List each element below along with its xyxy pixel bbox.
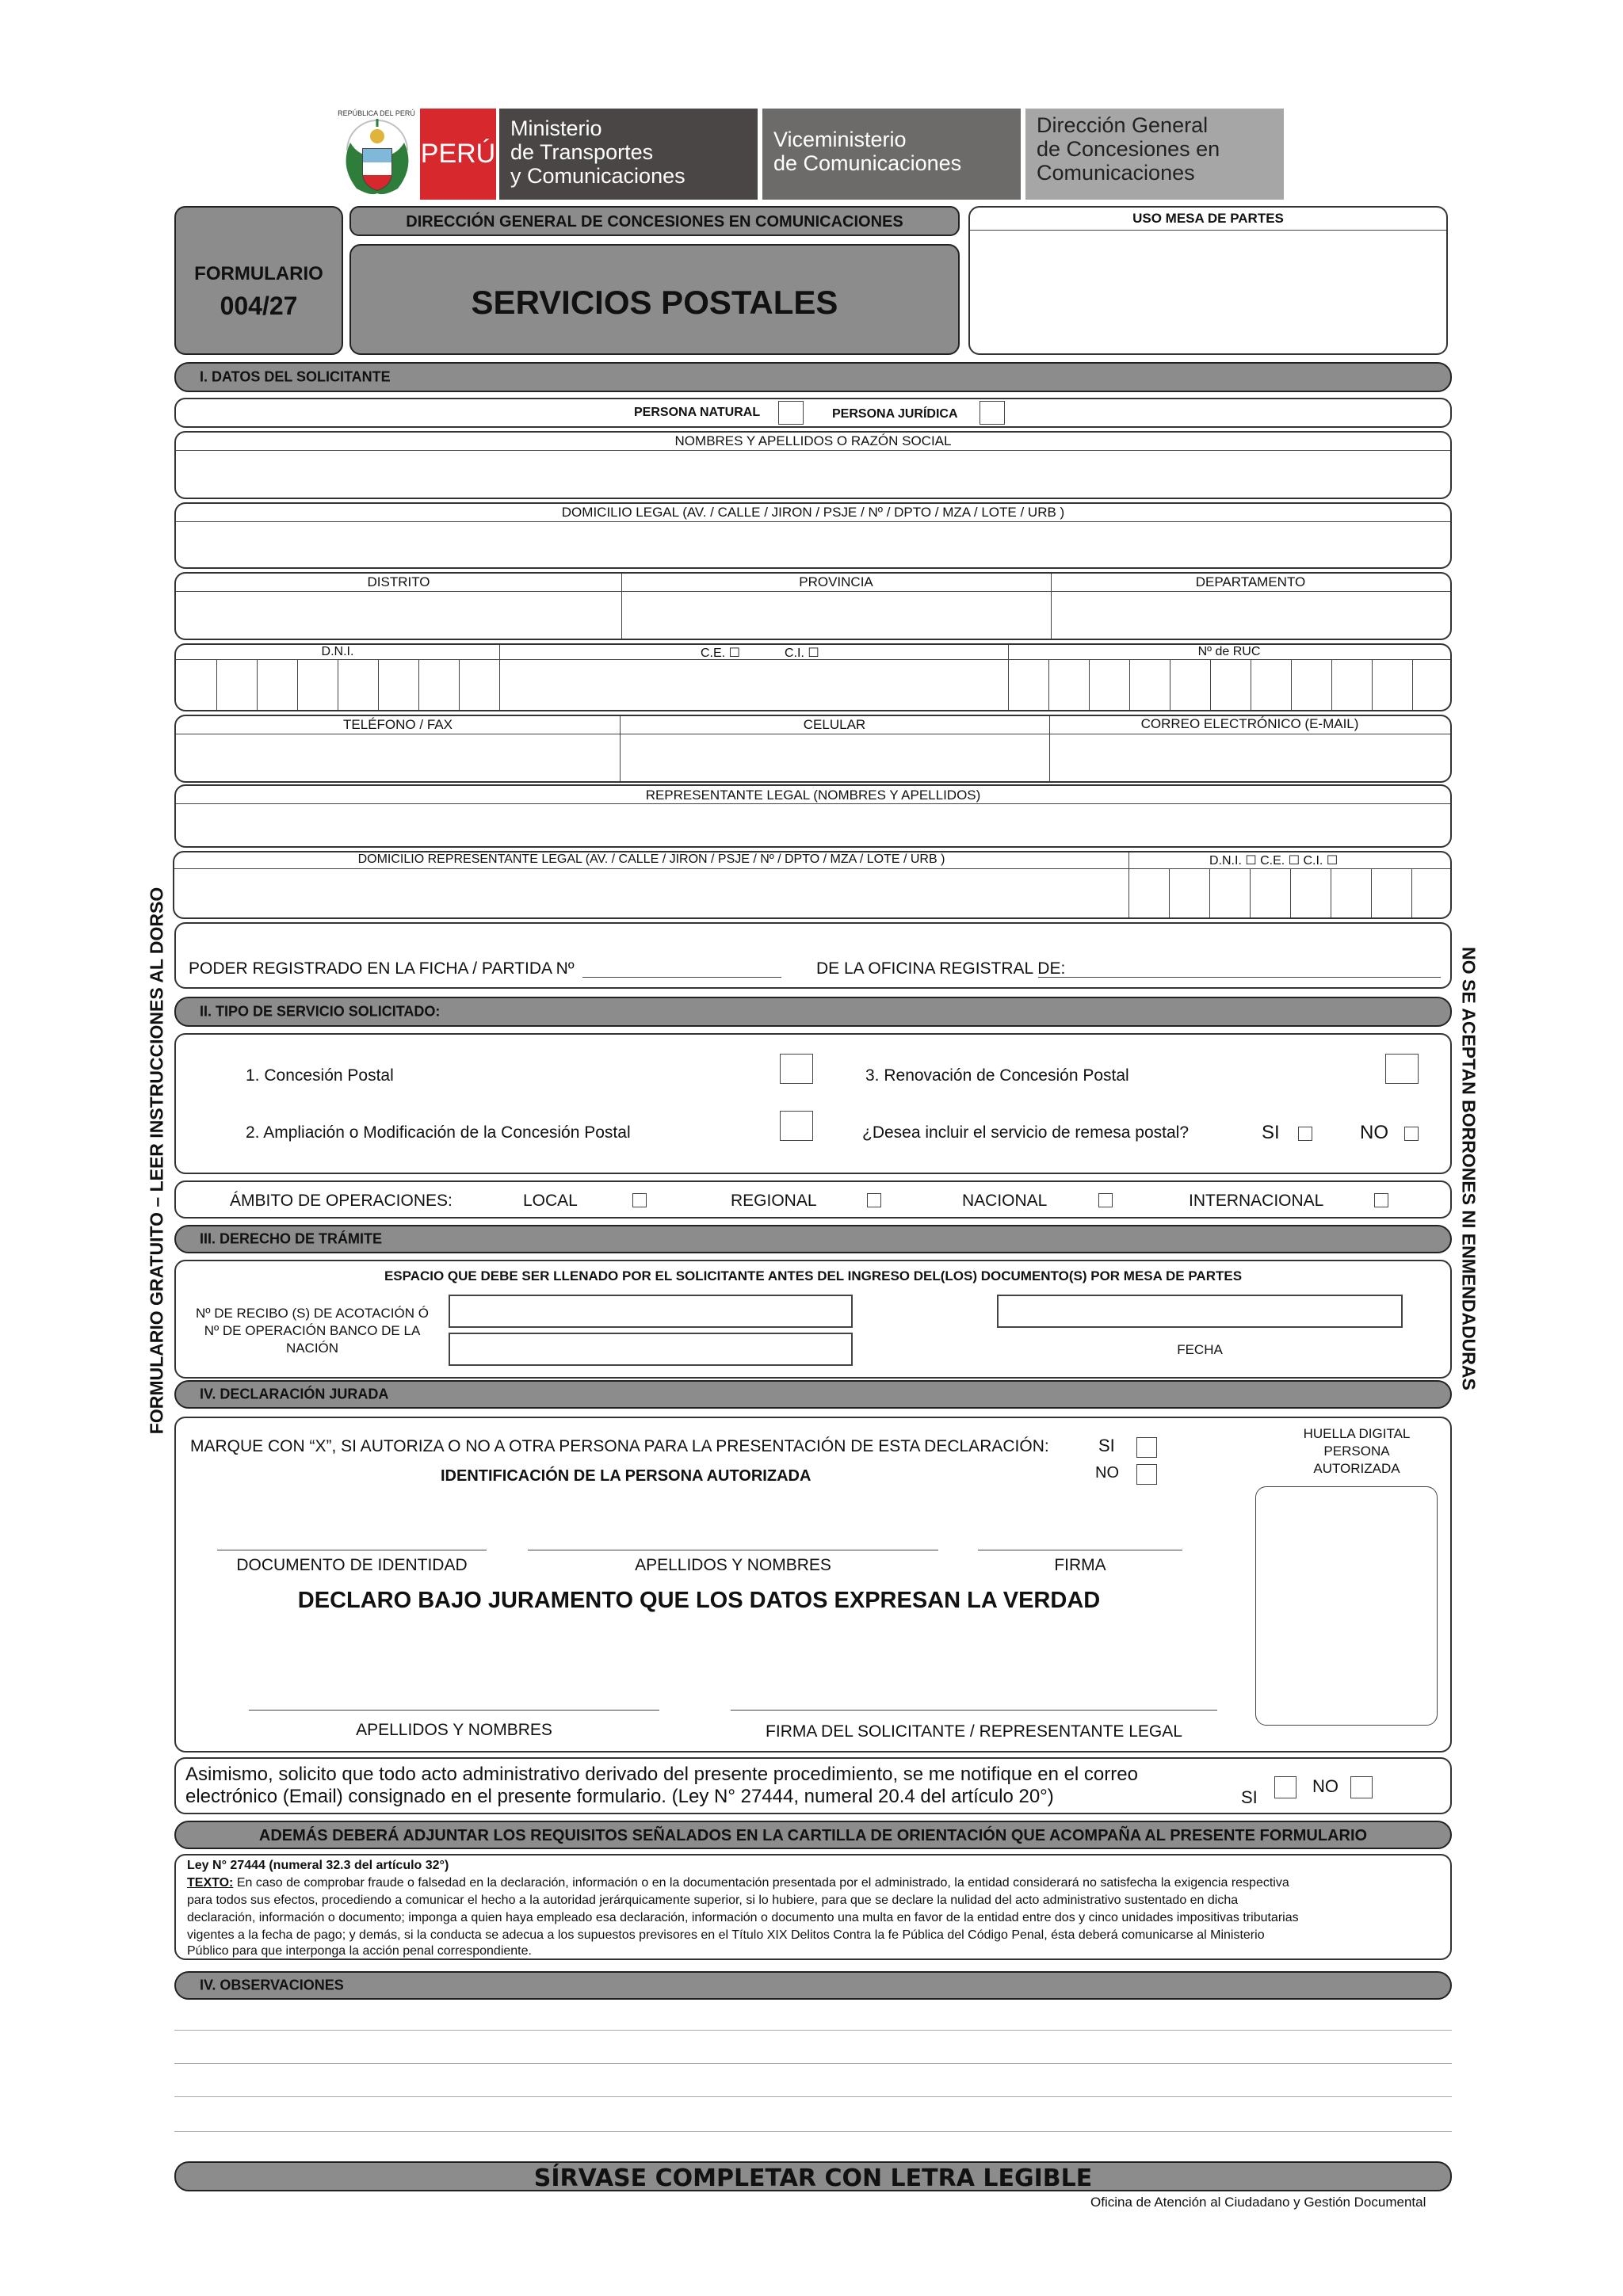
side-note-right: NO SE ACEPTAN BORRONES NI ENMENDADURAS [1458, 947, 1480, 1390]
identificacion-label: IDENTIFICACIÓN DE LA PERSONA AUTORIZADA [441, 1467, 812, 1485]
office-label: DIRECCIÓN GENERAL DE CONCESIONES EN COMUNICACIONES [406, 213, 903, 231]
nacional-checkbox[interactable] [1098, 1193, 1113, 1207]
autoriza-no-label: NO [1095, 1464, 1119, 1482]
celular-label: CELULAR [803, 717, 866, 732]
seal-caption: REPÚBLICA DEL PERÚ [338, 109, 415, 117]
distrito-label: DISTRITO [367, 574, 430, 589]
section-3-bar [174, 1225, 1452, 1253]
peru-badge [420, 109, 496, 200]
peru-badge-label: PERÚ [420, 139, 496, 169]
poder-row [174, 922, 1452, 989]
office-bar [349, 206, 960, 236]
remesa-si-label: SI [1262, 1122, 1280, 1143]
recibo-label-1: Nº DE RECIBO (S) DE ACOTACIÓN Ó [196, 1306, 429, 1321]
persona-natural-checkbox[interactable] [778, 401, 804, 425]
observaciones-bar [174, 1971, 1452, 2000]
provincia-label: PROVINCIA [799, 574, 873, 589]
ci-label: C.I. ☐ [785, 646, 819, 660]
nombres-field[interactable] [174, 431, 1452, 499]
opt1-label: 1. Concesión Postal [246, 1066, 394, 1085]
ley-title: Ley N° 27444 (numeral 32.3 del artículo 32°) [187, 1859, 449, 1872]
fecha-label: FECHA [1177, 1342, 1223, 1357]
departamento-label: DEPARTAMENTO [1195, 574, 1306, 589]
observaciones-line-1[interactable] [174, 2030, 1452, 2031]
apellidos-label: APELLIDOS Y NOMBRES [635, 1556, 831, 1574]
opt2-label: 2. Ampliación o Modificación de la Concesión Postal [246, 1123, 631, 1142]
footer-oficina: Oficina de Atención al Ciudadano y Gestión Documental [1090, 2195, 1426, 2210]
opt3-label: 3. Renovación de Concesión Postal [865, 1066, 1129, 1085]
poder-partida-line[interactable] [582, 977, 812, 978]
correo-label: CORREO ELECTRÓNICO (E-MAIL) [1140, 716, 1359, 731]
documentos-row [174, 643, 1452, 711]
footer-banner-label: SÍRVASE COMPLETAR CON LETRA LEGIBLE [533, 2164, 1093, 2192]
section-2-bar [174, 997, 1452, 1027]
direccion-block [1025, 109, 1284, 200]
direccion-line-1: Dirección General [1037, 113, 1209, 137]
firma-sol-line[interactable] [731, 1710, 1217, 1711]
recibo-input-2[interactable] [449, 1333, 853, 1366]
dni-input[interactable] [176, 661, 498, 710]
section-1-title: I. DATOS DEL SOLICITANTE [200, 368, 391, 385]
formulario-number: 004/27 [220, 292, 298, 320]
declaracion-box [174, 1417, 1452, 1753]
section-3-title: III. DERECHO DE TRÁMITE [200, 1230, 383, 1247]
form-title: SERVICIOS POSTALES [471, 284, 838, 321]
servicio-box [174, 1033, 1452, 1174]
marque-label: MARQUE CON “X”, SI AUTORIZA O NO A OTRA PERSONA PARA LA PRESENTACIÓN DE ESTA DECLARACIÓN: [190, 1437, 1049, 1455]
ce-ci-input[interactable] [501, 661, 1006, 710]
notif-no-label: NO [1312, 1776, 1338, 1796]
telefono-label: TELÉFONO / FAX [343, 717, 453, 732]
autoriza-no-checkbox[interactable] [1136, 1464, 1157, 1485]
persona-juridica-label: PERSONA JURÍDICA [832, 407, 958, 421]
declaro-statement: DECLARO BAJO JURAMENTO QUE LOS DATOS EXPRESAN LA VERDAD [297, 1588, 1101, 1613]
nacional-label: NACIONAL [962, 1192, 1048, 1210]
ley-line-5: Público para que interponga la acción penal correspondiente. [187, 1944, 532, 1958]
huella-label-2: PERSONA [1323, 1444, 1390, 1459]
huella-label-1: HUELLA DIGITAL [1303, 1426, 1411, 1441]
dni-rep-input[interactable] [1130, 870, 1450, 917]
title-box [349, 244, 960, 355]
observaciones-line-2[interactable] [174, 2063, 1452, 2064]
departamento-input[interactable] [1052, 593, 1449, 639]
contacto-row [174, 715, 1452, 783]
representante-field[interactable] [174, 784, 1452, 848]
ley-line-4: vigentes a la fecha de pago; y demás, si la conducta se adecua a los supuestos previsores en el Título XIX Delitos Contra la fe Pública del Código Penal, ésta deberá comunicarse al Ministerio [187, 1928, 1265, 1942]
vice-line-1: Viceministerio [773, 128, 907, 151]
domicilio-field[interactable] [174, 502, 1452, 569]
observaciones-title: IV. OBSERVACIONES [200, 1977, 344, 1993]
firma-sol-label: FIRMA DEL SOLICITANTE / REPRESENTANTE LEGAL [766, 1722, 1182, 1741]
distrito-input[interactable] [176, 593, 620, 639]
observaciones-line-3[interactable] [174, 2096, 1452, 2097]
apellidos2-label: APELLIDOS Y NOMBRES [356, 1721, 552, 1739]
section-1-bar [174, 362, 1452, 392]
dni-label: D.N.I. [321, 645, 354, 658]
persona-juridica-checkbox[interactable] [980, 401, 1005, 425]
ley-line-1-text: En caso de comprobar fraude o falsedad en la declaración, información o en la documentación presentada por el administrado, la entidad considerará no satisfecha la exigencia respectiva [233, 1876, 1289, 1890]
viceministry-block [762, 109, 1021, 200]
ministry-block [499, 109, 758, 200]
ley-texto-label: TEXTO: [187, 1876, 234, 1890]
ministry-line-3: y Comunicaciones [510, 164, 685, 188]
nombres-label: NOMBRES Y APELLIDOS O RAZÓN SOCIAL [674, 433, 952, 448]
regional-label: REGIONAL [731, 1192, 817, 1210]
notif-no-checkbox[interactable] [1350, 1776, 1373, 1798]
recibo-label-3: NACIÓN [285, 1341, 339, 1356]
telefono-input[interactable] [176, 735, 618, 781]
ministry-line-1: Ministerio [510, 116, 602, 140]
derecho-box [174, 1260, 1452, 1379]
ley-line-2: para todos sus efectos, procediendo a comunicar el hecho a la autoridad jerárquicamente superior, si lo hubiere, para que se declare la nulidad del acto administrativo sustentado en dicha [187, 1894, 1239, 1907]
regional-checkbox[interactable] [867, 1193, 881, 1207]
ce-label: C.E. ☐ [701, 646, 740, 660]
domicilio-label: DOMICILIO LEGAL (AV. / CALLE / JIRON / PSJE / Nº / DPTO / MZA / LOTE / URB ) [561, 505, 1065, 520]
direccion-line-2: de Concesiones en [1037, 137, 1220, 161]
ley-line-3: declaración, información o documento; imponga a quien haya empleado esa declaración, información o documento una multa en favor de la entidad entre dos y cinco unidades impositivas tributarias [187, 1911, 1299, 1924]
ruc-input[interactable] [1010, 661, 1450, 710]
remesa-label: ¿Desea incluir el servicio de remesa postal? [862, 1123, 1190, 1142]
vice-line-2: de Comunicaciones [773, 151, 962, 175]
section-4-title: IV. DECLARACIÓN JURADA [200, 1386, 389, 1402]
local-checkbox[interactable] [632, 1193, 647, 1207]
ambito-label: ÁMBITO DE OPERACIONES: [230, 1192, 453, 1210]
observaciones-line-4[interactable] [174, 2131, 1452, 2132]
direccion-line-3: Comunicaciones [1037, 161, 1195, 185]
correo-input[interactable] [1051, 735, 1450, 781]
persona-natural-label: PERSONA NATURAL [634, 406, 761, 419]
representante-label: REPRESENTANTE LEGAL (NOMBRES Y APELLIDOS) [645, 788, 981, 803]
opt3-checkbox[interactable] [1385, 1054, 1419, 1084]
ambito-row [174, 1180, 1452, 1219]
opt1-checkbox[interactable] [780, 1054, 813, 1084]
oficina-line[interactable] [1038, 977, 1441, 978]
remesa-si-checkbox[interactable] [1298, 1127, 1312, 1141]
section-2-title: II. TIPO DE SERVICIO SOLICITADO: [200, 1003, 441, 1020]
section-4-bar [174, 1380, 1452, 1409]
ministry-line-2: de Transportes [510, 140, 654, 164]
notif-si-checkbox[interactable] [1274, 1776, 1296, 1798]
remesa-no-checkbox[interactable] [1404, 1127, 1419, 1141]
domicilio-rep-label: DOMICILIO REPRESENTANTE LEGAL (AV. / CALLE / JIRON / PSJE / Nº / DPTO / MZA / LOTE / URB ) [357, 852, 945, 866]
formulario-label: FORMULARIO [194, 263, 323, 284]
recibo-input-1[interactable] [449, 1295, 853, 1328]
peru-coat-of-arms [339, 111, 415, 200]
internacional-checkbox[interactable] [1374, 1193, 1388, 1207]
ruc-label: Nº de RUC [1197, 645, 1261, 658]
ley-box [174, 1854, 1452, 1960]
local-label: LOCAL [523, 1192, 578, 1210]
espacio-label: ESPACIO QUE DEBE SER LLENADO POR EL SOLICITANTE ANTES DEL INGRESO DEL(LOS) DOCUMENTO(S) POR MESA DE PARTES [384, 1268, 1243, 1283]
notif-line-1: Asimismo, solicito que todo acto administrativo derivado del presente procedimiento, se me notifique en el correo [185, 1764, 1138, 1785]
firma-label: FIRMA [1054, 1556, 1106, 1574]
formulario-box [174, 206, 343, 355]
requisitos-bar [174, 1821, 1452, 1849]
opt2-checkbox[interactable] [780, 1111, 813, 1141]
autoriza-si-checkbox[interactable] [1136, 1437, 1157, 1458]
domicilio-rep-row [173, 851, 1452, 919]
poder-label: PODER REGISTRADO EN LA FICHA / PARTIDA Nº [189, 959, 575, 978]
celular-input[interactable] [621, 735, 1048, 781]
ubicacion-row [174, 572, 1452, 640]
dni-rep-label: D.N.I. ☐ C.E. ☐ C.I. ☐ [1209, 854, 1338, 868]
huella-box[interactable] [1255, 1486, 1438, 1726]
notificacion-box [174, 1757, 1452, 1814]
mesa-partes-box[interactable] [968, 206, 1448, 355]
huella-label-3: AUTORIZADA [1313, 1461, 1400, 1476]
autoriza-si-label: SI [1098, 1436, 1115, 1455]
oficina-label: DE LA OFICINA REGISTRAL DE: [781, 959, 1065, 978]
notif-line-2: electrónico (Email) consignado en el presente formulario. (Ley N° 27444, numeral 20.4 del artículo 20°) [185, 1786, 1054, 1807]
apellidos2-line[interactable] [249, 1710, 659, 1711]
domicilio-rep-input[interactable] [174, 870, 1127, 917]
doc-identidad-label: DOCUMENTO DE IDENTIDAD [236, 1556, 468, 1574]
mesa-partes-label: USO MESA DE PARTES [1132, 211, 1284, 226]
ley-line-1 [187, 1876, 1289, 1890]
requisitos-label: ADEMÁS DEBERÁ ADJUNTAR LOS REQUISITOS SEÑALADOS EN LA CARTILLA DE ORIENTACIÓN QUE ACOMPAÑA AL PRESENTE FORMULARIO [258, 1827, 1368, 1844]
persona-row [174, 398, 1452, 428]
provincia-input[interactable] [623, 593, 1049, 639]
notif-si-label: SI [1241, 1787, 1258, 1807]
recibo-label-2: Nº DE OPERACIÓN BANCO DE LA [204, 1323, 421, 1338]
side-note-left: FORMULARIO GRATUITO – LEER INSTRUCCIONES AL DORSO [146, 887, 167, 1435]
internacional-label: INTERNACIONAL [1189, 1192, 1324, 1210]
remesa-no-label: NO [1360, 1122, 1388, 1143]
fecha-input[interactable] [997, 1295, 1403, 1328]
footer-banner [174, 2161, 1452, 2191]
